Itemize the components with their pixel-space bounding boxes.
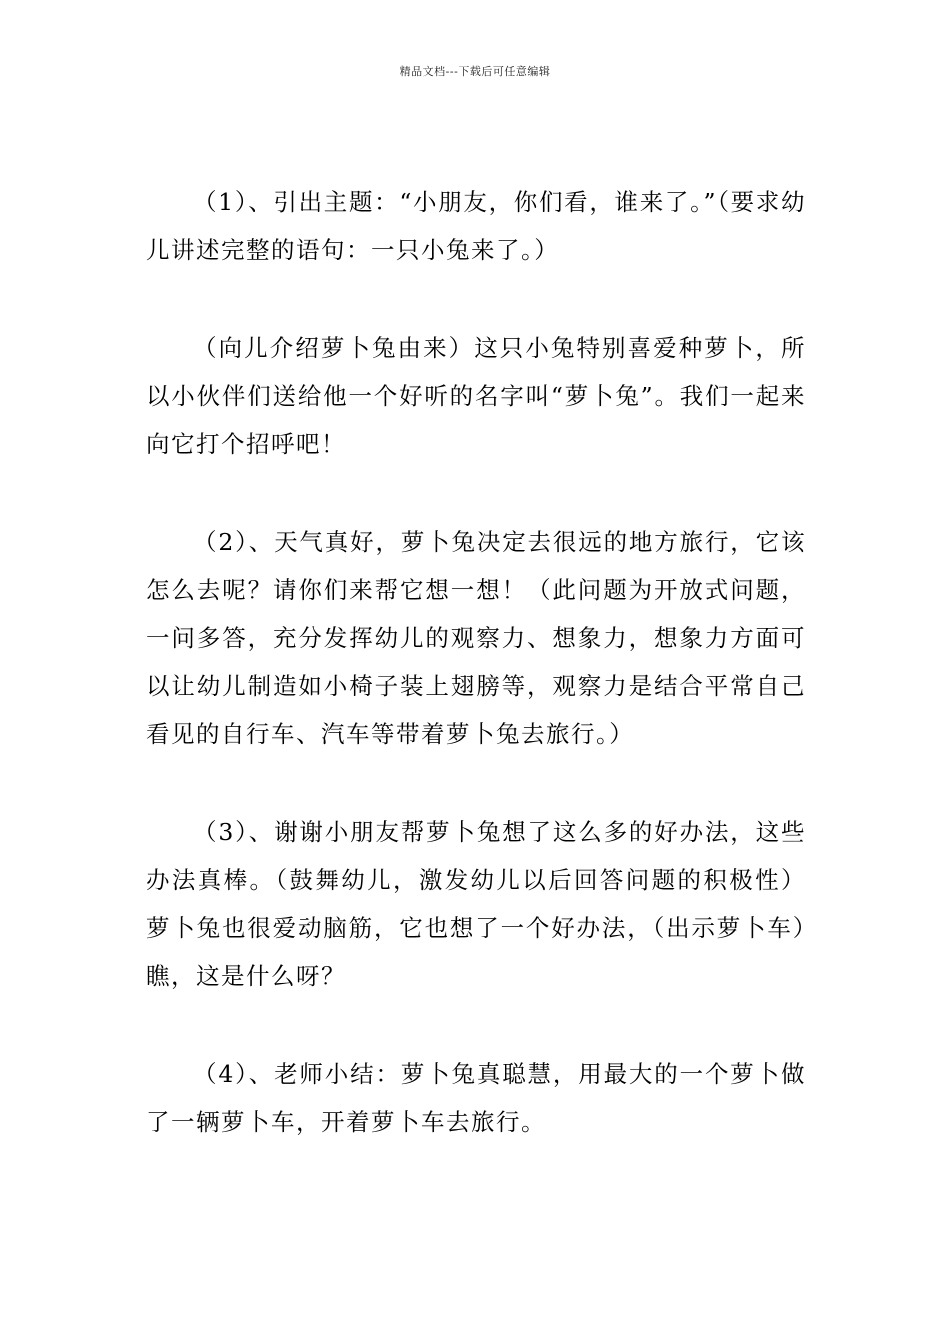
- page-header: 精品文档---下载后可任意编辑: [399, 65, 551, 78]
- paragraph-rabbit-origin: （向儿介绍萝卜兔由来）这只小兔特别喜爱种萝卜，所以小伙伴们送给他一个好听的名字叫“萝卜兔”。我们一起来向它打个招呼吧！: [146, 334, 806, 458]
- paragraph-travel-question: （2）、天气真好，萝卜兔决定去很远的地方旅行，它该怎么去呢？请你们来帮它想一想！（此问题为开放式问题，一问多答，充分发挥幼儿的观察力、想象力，想象力方面可以让幼儿制造如小椅子装上翅膀等，观察力是结合平常自己看见的自行车、汽车等带着萝卜兔去旅行。）: [146, 528, 806, 748]
- document-body: [146, 178, 806, 1196]
- paragraph-teacher-summary: （4）、老师小结：萝卜兔真聪慧，用最大的一个萝卜做了一辆萝卜车，开着萝卜车去旅行。: [146, 1060, 806, 1136]
- paragraph-thanks-children: （3）、谢谢小朋友帮萝卜兔想了这么多的好办法，这些办法真棒。（鼓舞幼儿，激发幼儿以后回答问题的积极性）萝卜兔也很爱动脑筋，它也想了一个好办法，（出示萝卜车）瞧，这是什么呀？: [146, 818, 806, 990]
- paragraph-intro-topic: （1）、引出主题：“小朋友，你们看，谁来了。”（要求幼儿讲述完整的语句：一只小兔来了。）: [146, 188, 806, 264]
